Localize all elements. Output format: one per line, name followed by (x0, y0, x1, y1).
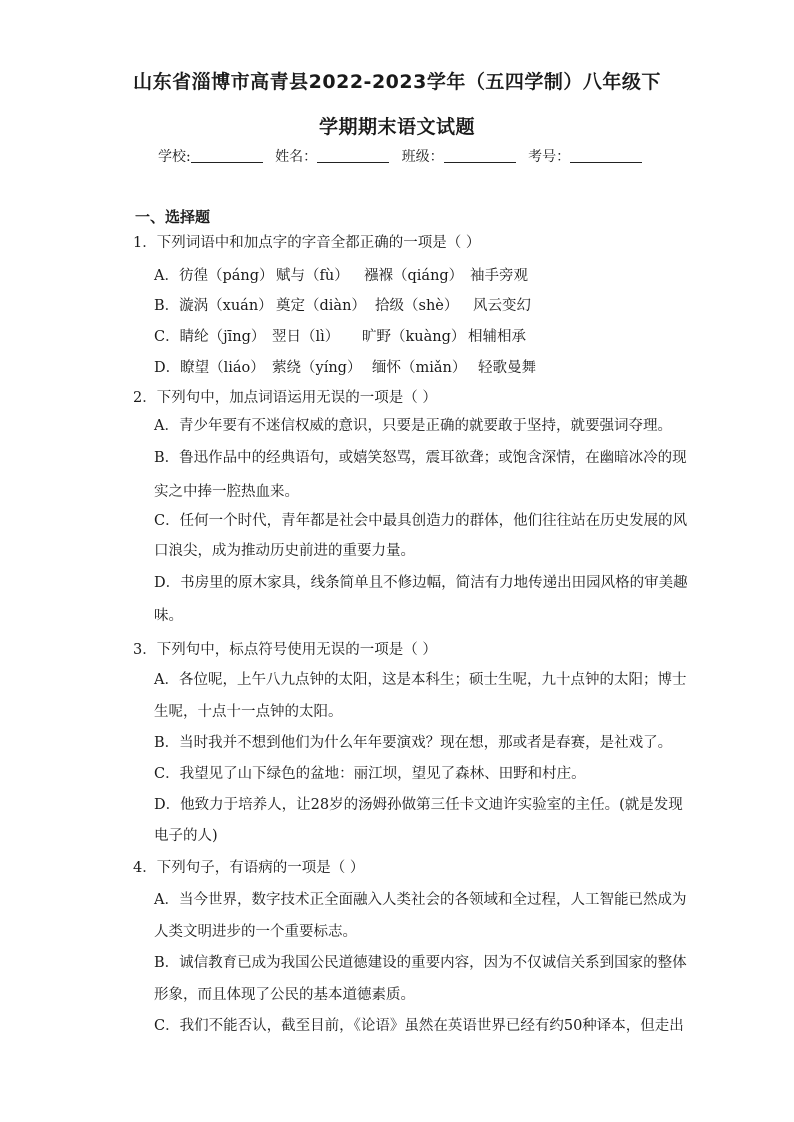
option-cell: 奠定（diàn） (276, 298, 366, 314)
option-cell: 轻歌曼舞 (478, 360, 536, 376)
question-3-option-c: C．我望见了山下绿色的盆地：丽江坝，望见了森林、田野和村庄。 (154, 766, 586, 782)
option-cell: 缅怀（miǎn） (372, 360, 467, 376)
name-label: 姓名： (275, 149, 318, 165)
name-blank (317, 148, 389, 163)
question-2-option-c: C．任何一个时代，青年都是社会中最具创造力的群体，他们往往站在历史发展的风 (154, 513, 688, 529)
question-3-option-b: B．当时我并不想到他们为什么年年要演戏？现在想，那或者是春赛，是社戏了。 (154, 735, 673, 751)
question-3-option-a-cont: 生呢，十点十一点钟的太阳。 (154, 704, 343, 720)
question-1-option-a (154, 264, 528, 285)
exam-title-line2: 学期期末语文试题 (318, 116, 475, 138)
option-cell: A．彷徨（páng） (154, 268, 274, 284)
school-blank (191, 148, 263, 163)
option-cell: 袖手旁观 (470, 268, 528, 284)
section-heading: 一、选择题 (135, 208, 211, 226)
question-1-option-b (154, 294, 531, 315)
class-blank (444, 148, 516, 163)
option-cell: 襁褓（qiáng） (364, 268, 464, 284)
option-cell: 风云变幻 (473, 298, 531, 314)
question-4-stem: 4．下列句子，有语病的一项是（ ） (133, 860, 365, 876)
option-cell: 萦绕（yíng） (272, 360, 362, 376)
number-label: 考号： (528, 149, 571, 165)
question-2-option-d-cont: 味。 (154, 608, 183, 624)
class-label: 班级： (401, 149, 444, 165)
option-cell: C．睛纶（jīng） (154, 329, 266, 345)
question-3-option-d: D．他致力于培养人，让28岁的汤姆孙做第三任卡文迪许实验室的主任。(就是发现 (154, 797, 683, 813)
question-2-option-b-cont: 实之中捧一腔热血来。 (154, 484, 299, 500)
option-cell: 赋与（fù） (276, 268, 349, 284)
question-1-option-c (154, 325, 526, 346)
option-cell: 拾级（shè） (375, 298, 459, 314)
question-2-option-c-cont: 口浪尖，成为推动历史前进的重要力量。 (154, 543, 415, 559)
question-2-option-a: A．青少年要有不迷信权威的意识，只要是正确的就要敢于坚持，就要强词夺理。 (154, 418, 672, 434)
question-1-stem: 1．下列词语中和加点字的字音全都正确的一项是（ ） (133, 235, 481, 251)
question-3-option-d-cont: 电子的人) (154, 828, 218, 844)
option-cell: 翌日（lì） (272, 329, 340, 345)
question-2-option-b: B．鲁迅作品中的经典语句，或嬉笑怒骂，震耳欲聋；或饱含深情，在幽暗冰冷的现 (154, 450, 687, 466)
question-1-option-d (154, 356, 536, 377)
question-2-stem: 2．下列句中，加点词语运用无误的一项是（ ） (133, 390, 437, 406)
question-4-option-b-cont: 形象，而且体现了公民的基本道德素质。 (154, 987, 415, 1003)
option-cell: B．漩涡（xuán） (154, 298, 273, 314)
number-blank (570, 148, 642, 163)
exam-title-line1: 山东省淄博市高青县2022-2023学年（五四学制）八年级下 (133, 71, 661, 93)
option-cell: D．瞭望（liáo） (154, 360, 265, 376)
student-info-line (158, 146, 650, 166)
question-3-option-a: A．各位呢，上午八九点钟的太阳，这是本科生；硕士生呢，九十点钟的太阳；博士 (154, 672, 687, 688)
question-2-option-d: D．书房里的原木家具，线条简单且不修边幅，简洁有力地传递出田园风格的审美趣 (154, 575, 688, 591)
question-4-option-c: C．我们不能否认，截至目前，《论语》虽然在英语世界已经有约50种译本，但走出 (154, 1018, 684, 1034)
question-4-option-b: B．诚信教育已成为我国公民道德建设的重要内容，因为不仅诚信关系到国家的整体 (154, 955, 687, 971)
option-cell: 相辅相承 (468, 329, 526, 345)
school-label: 学校: (158, 149, 191, 165)
question-4-option-a: A．当今世界，数字技术正全面融入人类社会的各领域和全过程，人工智能已然成为 (154, 892, 687, 908)
question-4-option-a-cont: 人类文明进步的一个重要标志。 (154, 924, 357, 940)
option-cell: 旷野（kuàng） (362, 329, 466, 345)
question-3-stem: 3．下列句中，标点符号使用无误的一项是（ ） (133, 642, 437, 658)
